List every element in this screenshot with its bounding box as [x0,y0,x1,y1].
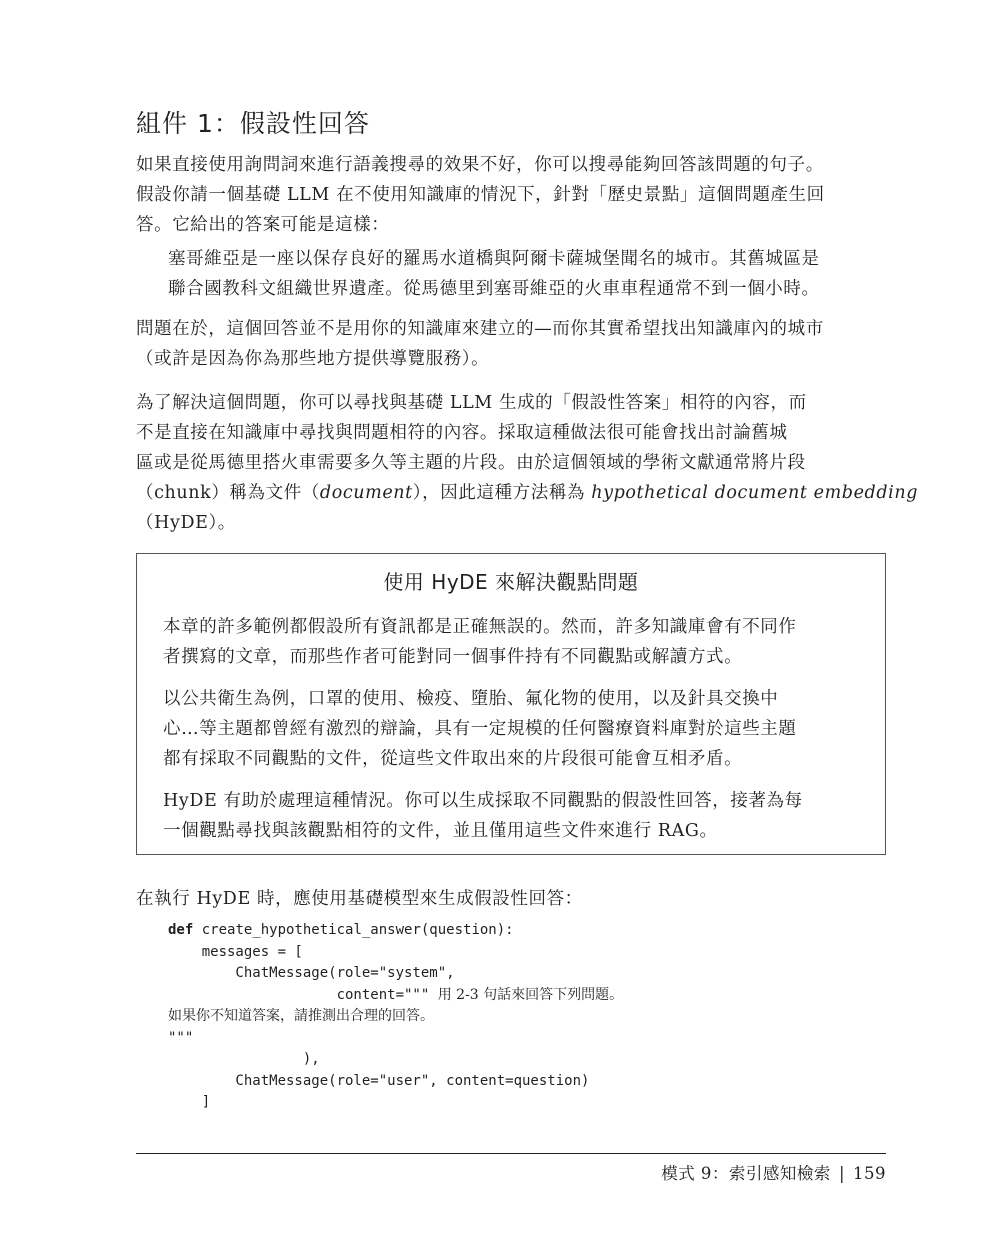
code-line: ChatMessage(role="user", content=question) [168,1072,590,1089]
code-line: content=""" [168,986,438,1003]
solution-line: 不是直接在知識庫中尋找與問題相符的內容。採取這種做法很可能會找出討論舊城 [136,423,788,443]
section-heading: 組件 1：假設性回答 [136,109,370,138]
code-line: ChatMessage(role="system", [168,965,455,981]
sidebar-line: HyDE 有助於處理這種情況。你可以生成採取不同觀點的假設性回答，接著為每 [163,791,803,811]
sidebar-paragraph [163,786,863,846]
page-number: 159 [853,1164,886,1183]
code-block [168,920,623,1114]
code-line: ] [168,1094,211,1110]
code-line: messages = [ [168,943,303,960]
intro-line: 答。它給出的答案可能是這樣： [136,215,390,235]
sidebar-line: 心…等主題都曾經有激烈的辯論，具有一定規模的任何醫療資料庫對於這些主題 [163,719,797,739]
sidebar-line: 以公共衛生為例，口罩的使用、檢疫、墮胎、氟化物的使用，以及針具交換中 [163,689,779,709]
solution-line [136,478,919,508]
solution-text: ），因此這種方法稱為 [412,483,592,503]
example-answer-quote [168,244,888,304]
sidebar-paragraph [163,612,863,672]
code-intro-line: 在執行 HyDE 時，應使用基礎模型來生成假設性回答： [136,889,583,909]
solution-line: （HyDE）。 [136,513,236,533]
page-footer [661,1160,886,1184]
code-keyword: def [168,922,194,938]
intro-line: 如果直接使用詢問詞來進行語義搜尋的效果不好，你可以搜尋能夠回答該問題的句子。 [136,155,824,175]
footer-chapter: 模式 9：索引感知檢索 [661,1164,831,1183]
intro-line: 假設你請一個基礎 LLM 在不使用知識庫的情況下，針對「歷史景點」這個問題產生回 [136,185,825,205]
problem-paragraph [136,314,888,374]
problem-line: 問題在於，這個回答並不是用你的知識庫來建立的—而你其實希望找出知識庫內的城市 [136,319,824,339]
code-intro-paragraph [136,884,888,914]
sidebar-line: 一個觀點尋找與該觀點相符的文件，並且僅用這些文件來進行 RAG。 [163,821,718,841]
solution-text: （chunk）稱為文件（ [136,483,320,503]
sidebar-box [136,553,886,855]
sidebar-paragraph [163,684,863,774]
quote-line: 聯合國教科文組織世界遺產。從馬德里到塞哥維亞的火車車程通常不到一個小時。 [168,279,820,299]
code-line: """ [168,1029,194,1046]
code-line: 用 2-3 句話來回答下列問題。 [437,986,624,1003]
code-line: ), [168,1051,320,1067]
solution-line: 區或是從馬德里搭火車需要多久等主題的片段。由於這個領域的學術文獻通常將片段 [136,453,806,473]
solution-paragraph [136,388,919,538]
sidebar-line: 本章的許多範例都假設所有資訊都是正確無誤的。然而，許多知識庫會有不同作 [163,617,797,637]
quote-line: 塞哥維亞是一座以保存良好的羅馬水道橋與阿爾卡薩城堡聞名的城市。其舊城區是 [168,249,820,269]
footer-rule [136,1153,886,1154]
footer-separator: | [838,1164,845,1183]
term-hyde: hypothetical document embedding [591,483,919,503]
sidebar-line: 都有採取不同觀點的文件，從這些文件取出來的片段很可能會互相矛盾。 [163,749,743,769]
intro-paragraph [136,150,888,240]
problem-line: （或許是因為你為那些地方提供導覽服務）。 [136,349,490,369]
code-line: create_hypothetical_answer(question): [193,922,514,938]
code-line: 如果你不知道答案，請推測出合理的回答。 [168,1008,434,1024]
sidebar-line: 者撰寫的文章，而那些作者可能對同一個事件持有不同觀點或解讀方式。 [163,647,743,667]
sidebar-title: 使用 HyDE 來解決觀點問題 [383,570,639,594]
term-document: document [319,483,413,503]
solution-line: 為了解決這個問題，你可以尋找與基礎 LLM 生成的「假設性答案」相符的內容，而 [136,393,807,413]
